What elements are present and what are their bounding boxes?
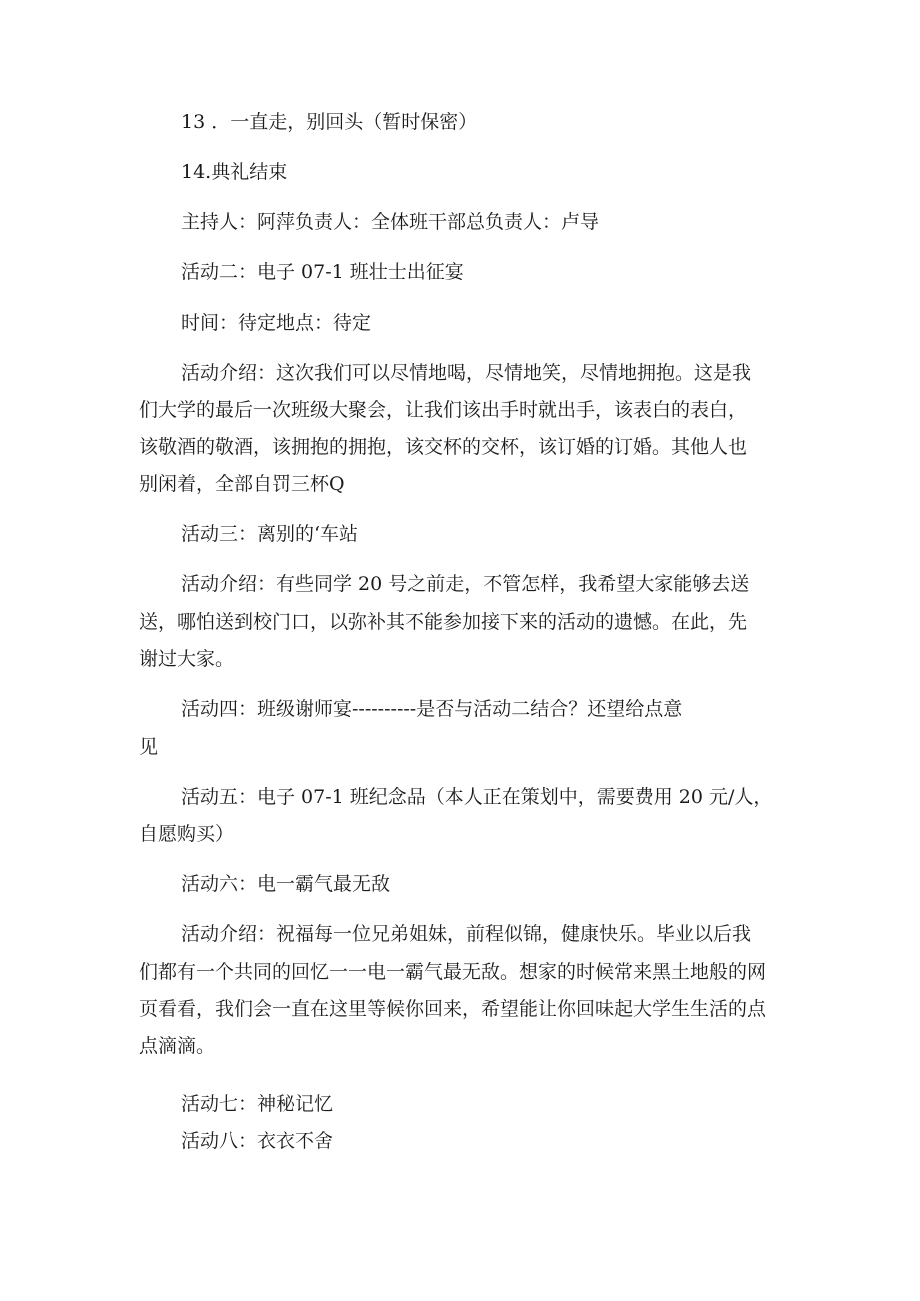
activity-7-title: 活动七：神秘记忆 xyxy=(181,1093,334,1115)
paragraph-line: 活动五：电子 07-1 班纪念品（本人正在策划中，需要费用 20 元/人， xyxy=(181,786,773,808)
activity-2-time-place: 时间：待定地点：待定 xyxy=(181,312,372,334)
item-13: 13 ．一直走，别回头（暂时保密） xyxy=(181,111,478,133)
paragraph-line: 自愿购买） xyxy=(139,823,235,845)
paragraph-line: 活动四：班级谢师宴----------是否与活动二结合？还望给点意 xyxy=(181,698,683,720)
paragraph-line: 活动介绍：有些同学 20 号之前走，不管怎样，我希望大家能够去送 xyxy=(181,573,750,595)
paragraph-line: 活动介绍：祝福每一位兄弟姐妹，前程似锦，健康快乐。毕业以后我 xyxy=(181,923,752,945)
paragraph-line: 页看看，我们会一直在这里等候你回来，希望能让你回味起大学生生活的点 xyxy=(139,998,767,1020)
activity-8-title: 活动八：衣衣不舍 xyxy=(181,1130,334,1152)
paragraph-line: 见 xyxy=(139,736,159,758)
activity-6-title: 活动六：电一霸气最无敌 xyxy=(181,873,391,895)
paragraph-line: 点滴滴。 xyxy=(139,1035,216,1057)
paragraph-line: 们大学的最后一次班级大聚会，让我们该出手时就出手，该表白的表白， xyxy=(139,399,748,421)
paragraph-line: 别闲着，全部自罚三杯Q xyxy=(139,473,345,495)
item-14: 14.典礼结束 xyxy=(181,161,288,183)
paragraph-line: 该敬酒的敬酒，该拥抱的拥抱，该交杯的交杯，该订婚的订婚。其他人也 xyxy=(139,436,748,458)
hosts-line: 主持人：阿萍负责人：全体班干部总负责人：卢导 xyxy=(181,211,600,233)
paragraph-line: 们都有一个共同的回忆一一电一霸气最无敌。想家的时候常来黑土地般的网 xyxy=(139,961,767,983)
paragraph-line: 送，哪怕送到校门口，以弥补其不能参加接下来的活动的遗憾。在此，先 xyxy=(139,611,748,633)
paragraph-line: 谢过大家。 xyxy=(139,648,235,670)
activity-2-title: 活动二：电子 07-1 班壮士出征宴 xyxy=(181,261,464,283)
activity-3-title: 活动三：离别的‘车站 xyxy=(181,523,359,545)
paragraph-line: 活动介绍：这次我们可以尽情地喝，尽情地笑，尽情地拥抱。这是我 xyxy=(181,362,752,384)
